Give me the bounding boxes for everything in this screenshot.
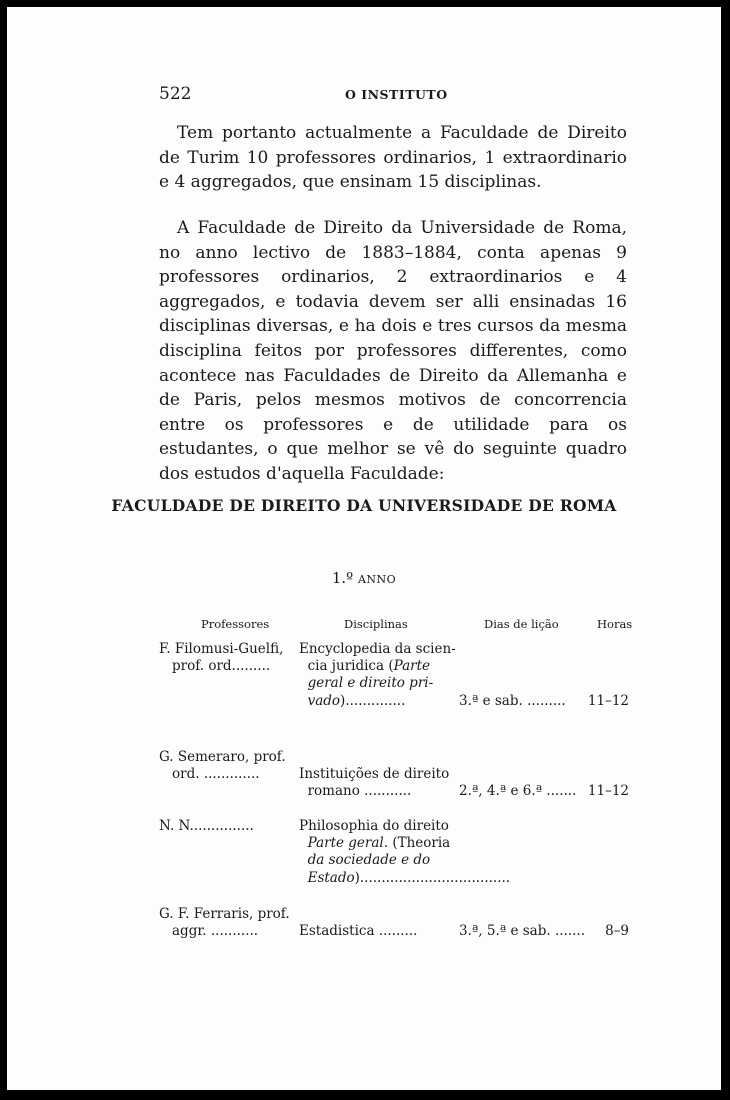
professor-title: ord. ............. [172,766,260,783]
page-number: 522 [159,84,192,104]
professor-cell [159,749,299,783]
days-cell: 2.ª, 4.ª e 6.ª ....... [459,783,577,800]
professor-title: aggr. ........... [172,923,259,940]
professor-cell [159,641,299,675]
discipline-cell [299,641,459,710]
professor-name: G. F. Ferraris, prof. [159,906,290,922]
professor-name: N. N............... [159,818,254,834]
hours-cell: 11–12 [587,783,629,800]
discipline-tail: )................................... [354,869,511,886]
discipline-cell [299,766,459,800]
professor-cell [159,818,299,835]
paragraph-1-text: Tem portanto actualmente a Faculdade de Direito de Turim 10 professores ordinarios, 1 extraordinario e 4 aggregados, que ensinam 15 disciplinas. [159,123,627,193]
days-cell: 3.ª, 5.ª e sab. ....... [459,923,585,940]
column-header-disciplinas: Disciplinas [344,617,408,631]
professor-name: G. Semeraro, prof. [159,749,286,765]
document-page [7,7,721,1090]
hours-cell: 11–12 [587,692,629,709]
discipline-line: Philosophia do direito [299,818,449,834]
column-header-horas: Horas [597,617,633,631]
discipline-cell [299,818,599,887]
year-heading [7,569,721,587]
discipline-line: Instituições de direito [299,766,450,783]
year-number: 1.º [331,569,354,587]
paragraph-2 [159,216,627,487]
section-title: FACULDADE DE DIREITO DA UNIVERSIDADE DE ROMA [111,496,617,515]
discipline-tail: ).............. [340,692,406,709]
discipline-italic: Estado [307,869,355,886]
professor-title: prof. ord......... [172,658,271,675]
professor-name: F. Filomusi-Guelfi, [159,641,284,657]
professor-cell [159,906,299,940]
discipline-line: Encyclopedia da scien- [299,641,456,657]
discipline-italic: vado [307,692,341,709]
discipline-italic: Parte geral. [307,835,389,852]
discipline-cell: Estadistica ......... [299,923,418,940]
paragraph-1 [159,121,627,195]
discipline-line: cia juridica ( [307,658,394,675]
discipline-italic: geral e direito pri- [307,675,434,692]
days-cell: 3.ª e sab. ......... [459,692,566,709]
hours-cell: 8–9 [605,923,629,940]
discipline-line: (Theoria [388,835,451,852]
year-label: ANNO [357,573,397,586]
column-header-dias: Dias de lição [484,617,559,631]
column-header-professores: Professores [201,617,270,631]
discipline-italic: Parte [393,658,430,675]
discipline-italic: da sociedade e do [307,852,431,869]
discipline-line: romano ........... [307,783,412,800]
running-title: O INSTITUTO [345,87,448,102]
paragraph-2-text: A Faculdade de Direito da Universidade de Roma, no anno lectivo de 1883–1884, conta apenas 9 professores ordinarios, 2 extraordinarios e 4 aggregados, e todavia devem ser alli ensinadas 16 disciplinas diversas, e ha dois e tres cursos da mesma disciplina feitos por professores differentes, como acontece nas Faculdades de Direito da Allemanha e de Paris, pelos mesmos motivos de concorrencia entre os professores e de utilidade para os estudantes, o que melhor se vê do seguinte quadro dos estudos d'aquella Faculdade: [159,218,627,484]
